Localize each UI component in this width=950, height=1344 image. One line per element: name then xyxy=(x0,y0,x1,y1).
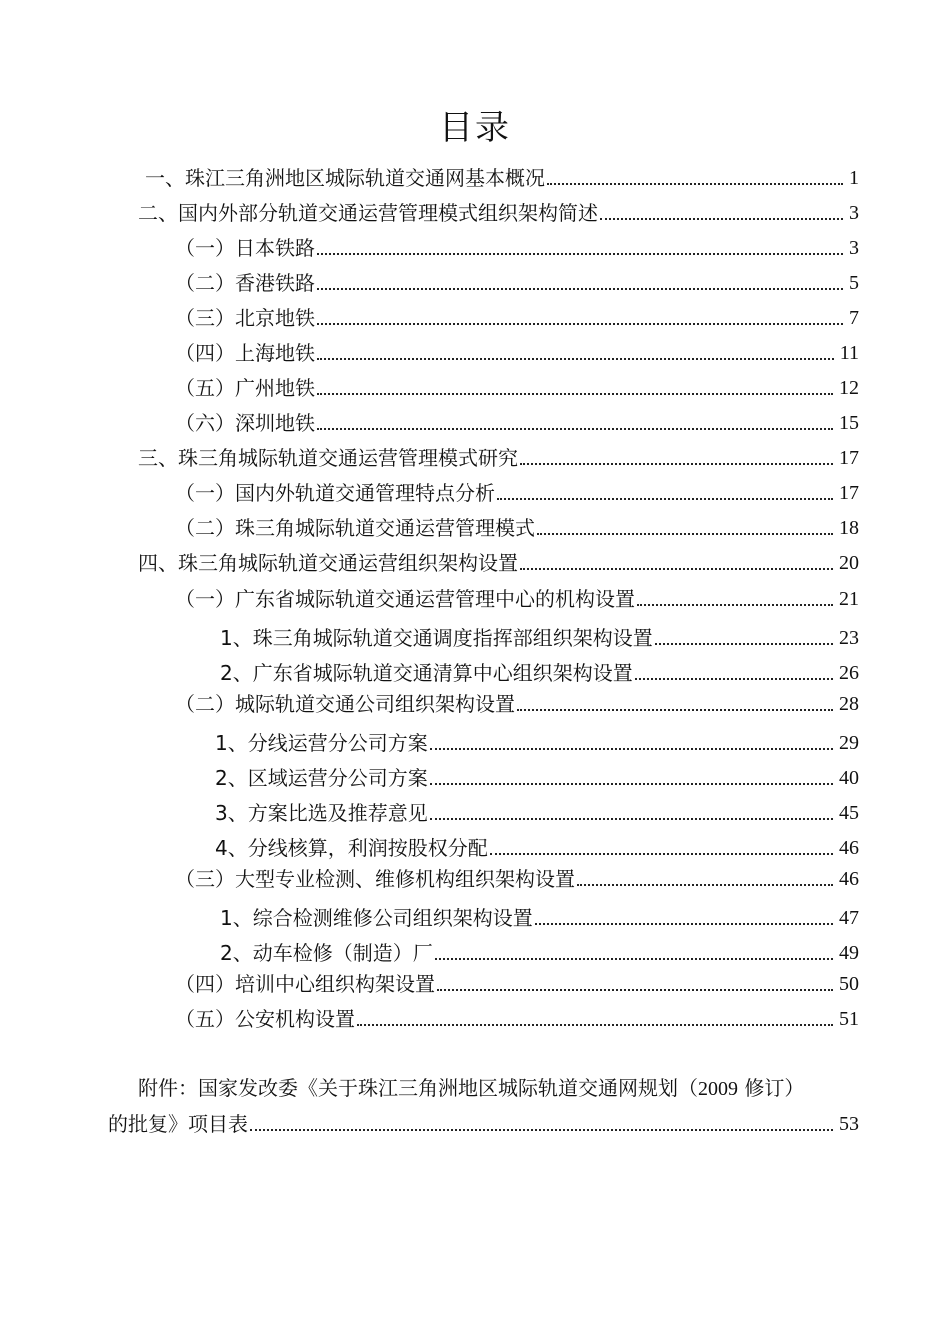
toc-entry-label: 1、珠三角城际轨道交通调度指挥部组织架构设置 xyxy=(220,626,653,650)
dot-leader xyxy=(635,678,833,680)
toc-entry-page: 50 xyxy=(839,973,859,995)
toc-entry[interactable] xyxy=(215,830,859,860)
toc-entry-page: 18 xyxy=(839,517,859,539)
toc-entry[interactable] xyxy=(175,861,859,891)
toc-entry-label: （六）深圳地铁 xyxy=(175,411,315,435)
toc-entry-label: 2、动车检修（制造）厂 xyxy=(220,941,433,965)
dot-leader xyxy=(430,818,833,820)
toc-entry-label: （二）城际轨道交通公司组织架构设置 xyxy=(175,692,515,716)
toc-entry-page: 1 xyxy=(849,167,859,189)
toc-entry[interactable] xyxy=(175,405,859,435)
toc-entry[interactable] xyxy=(145,160,859,190)
dot-leader xyxy=(577,884,833,886)
toc-entry[interactable] xyxy=(138,545,859,575)
dot-leader xyxy=(317,428,833,430)
dot-leader xyxy=(430,748,833,750)
toc-entry-page: 17 xyxy=(839,447,859,469)
dot-leader xyxy=(490,853,833,855)
toc-entry-page: 47 xyxy=(839,907,859,929)
dot-leader xyxy=(317,288,843,290)
toc-entry-page: 46 xyxy=(839,837,859,859)
toc-entry-page: 20 xyxy=(839,552,859,574)
dot-leader xyxy=(435,958,833,960)
appendix-prefix: 附件：国家发改委《关于珠江三角洲地区城际轨道交通网规划（ xyxy=(138,1076,698,1100)
toc-entry-page: 28 xyxy=(839,693,859,715)
toc-entry[interactable] xyxy=(175,510,859,540)
toc-entry[interactable] xyxy=(220,935,859,965)
toc-entry-label: 1、分线运营分公司方案 xyxy=(215,731,428,755)
toc-entry[interactable] xyxy=(175,265,859,295)
toc-entry-page: 23 xyxy=(839,627,859,649)
toc-entry[interactable] xyxy=(220,620,859,650)
toc-entry[interactable] xyxy=(220,900,859,930)
toc-entry-label: （一）国内外轨道交通管理特点分析 xyxy=(175,481,495,505)
toc-entry[interactable] xyxy=(220,655,859,685)
toc-entry-label: （二）珠三角城际轨道交通运营管理模式 xyxy=(175,516,535,540)
toc-entry-label: （三）北京地铁 xyxy=(175,306,315,330)
toc-entry-page: 7 xyxy=(849,307,859,329)
toc-entry-label: 1、综合检测维修公司组织架构设置 xyxy=(220,906,533,930)
appendix-title xyxy=(138,1076,804,1101)
toc-entry-label: （三）大型专业检测、维修机构组织架构设置 xyxy=(175,867,575,891)
toc-entry-page: 11 xyxy=(839,342,859,364)
dot-leader xyxy=(357,1024,833,1026)
toc-entry-page: 3 xyxy=(849,237,859,259)
toc-entry-label: 三、珠三角城际轨道交通运营管理模式研究 xyxy=(138,446,518,470)
dot-leader xyxy=(317,323,843,325)
toc-entry-label: （一）广东省城际轨道交通运营管理中心的机构设置 xyxy=(175,587,635,611)
dot-leader xyxy=(600,218,843,220)
toc-entry[interactable] xyxy=(215,795,859,825)
dot-leader xyxy=(655,643,833,645)
toc-entry-label: （一）日本铁路 xyxy=(175,236,315,260)
toc-entry[interactable] xyxy=(175,686,859,716)
toc-entry-label: （五）公安机构设置 xyxy=(175,1007,355,1031)
toc-entry[interactable] xyxy=(138,440,859,470)
toc-entry-page: 51 xyxy=(839,1008,859,1030)
toc-entry-page: 12 xyxy=(839,377,859,399)
dot-leader xyxy=(537,533,833,535)
toc-entry[interactable] xyxy=(175,300,859,330)
toc-entry[interactable] xyxy=(215,725,859,755)
toc-entry-page: 15 xyxy=(839,412,859,434)
toc-entry-page: 46 xyxy=(839,868,859,890)
appendix-year: 2009 xyxy=(698,1078,738,1100)
toc-entry-page: 49 xyxy=(839,942,859,964)
toc-entry-label: （四）培训中心组织构架设置 xyxy=(175,972,435,996)
toc-entry-label: （五）广州地铁 xyxy=(175,376,315,400)
toc-entry[interactable] xyxy=(138,195,859,225)
dot-leader xyxy=(317,253,843,255)
toc-entry[interactable] xyxy=(175,1001,859,1031)
dot-leader xyxy=(317,393,833,395)
appendix-suffix: 修订） xyxy=(738,1076,805,1100)
toc-entry-page: 3 xyxy=(849,202,859,224)
dot-leader xyxy=(535,923,833,925)
toc-entry-label: 3、方案比选及推荐意见 xyxy=(215,801,428,825)
dot-leader xyxy=(517,709,833,711)
toc-entry-page: 17 xyxy=(839,482,859,504)
toc-entry[interactable] xyxy=(175,966,859,996)
toc-entry[interactable] xyxy=(175,475,859,505)
toc-entry-page: 5 xyxy=(849,272,859,294)
toc-entry[interactable] xyxy=(175,581,859,611)
toc-entry[interactable] xyxy=(175,370,859,400)
toc-entry[interactable] xyxy=(215,760,859,790)
toc-entry-label: （四）上海地铁 xyxy=(175,341,315,365)
dot-leader xyxy=(547,183,843,185)
dot-leader xyxy=(520,568,833,570)
dot-leader xyxy=(437,989,833,991)
toc-entry-page: 45 xyxy=(839,802,859,824)
toc-entry-label: 二、国内外部分轨道交通运营管理模式组织架构简述 xyxy=(138,201,598,225)
toc-entry-label: 4、分线核算，利润按股权分配 xyxy=(215,836,488,860)
appendix-page: 53 xyxy=(839,1113,859,1135)
toc-entry-page: 29 xyxy=(839,732,859,754)
dot-leader xyxy=(317,358,834,360)
toc-entry-label: 2、广东省城际轨道交通清算中心组织架构设置 xyxy=(220,661,633,685)
dot-leader xyxy=(430,783,833,785)
toc-entry-page: 40 xyxy=(839,767,859,789)
dot-leader xyxy=(520,463,833,465)
appendix-label: 的批复》项目表 xyxy=(108,1112,248,1136)
toc-entry-label: （二）香港铁路 xyxy=(175,271,315,295)
appendix-entry[interactable] xyxy=(108,1106,859,1136)
toc-entry[interactable] xyxy=(175,230,859,260)
dot-leader xyxy=(250,1129,833,1131)
toc-entry-label: 一、珠江三角洲地区城际轨道交通网基本概况 xyxy=(145,166,545,190)
dot-leader xyxy=(497,498,833,500)
dot-leader xyxy=(637,604,833,606)
toc-entry-label: 2、区域运营分公司方案 xyxy=(215,766,428,790)
toc-entry[interactable] xyxy=(175,335,859,365)
toc-entry-page: 21 xyxy=(839,588,859,610)
toc-entry-page: 26 xyxy=(839,662,859,684)
toc-entry-label: 四、珠三角城际轨道交通运营组织架构设置 xyxy=(138,551,518,575)
page-title: 目录 xyxy=(439,108,511,148)
